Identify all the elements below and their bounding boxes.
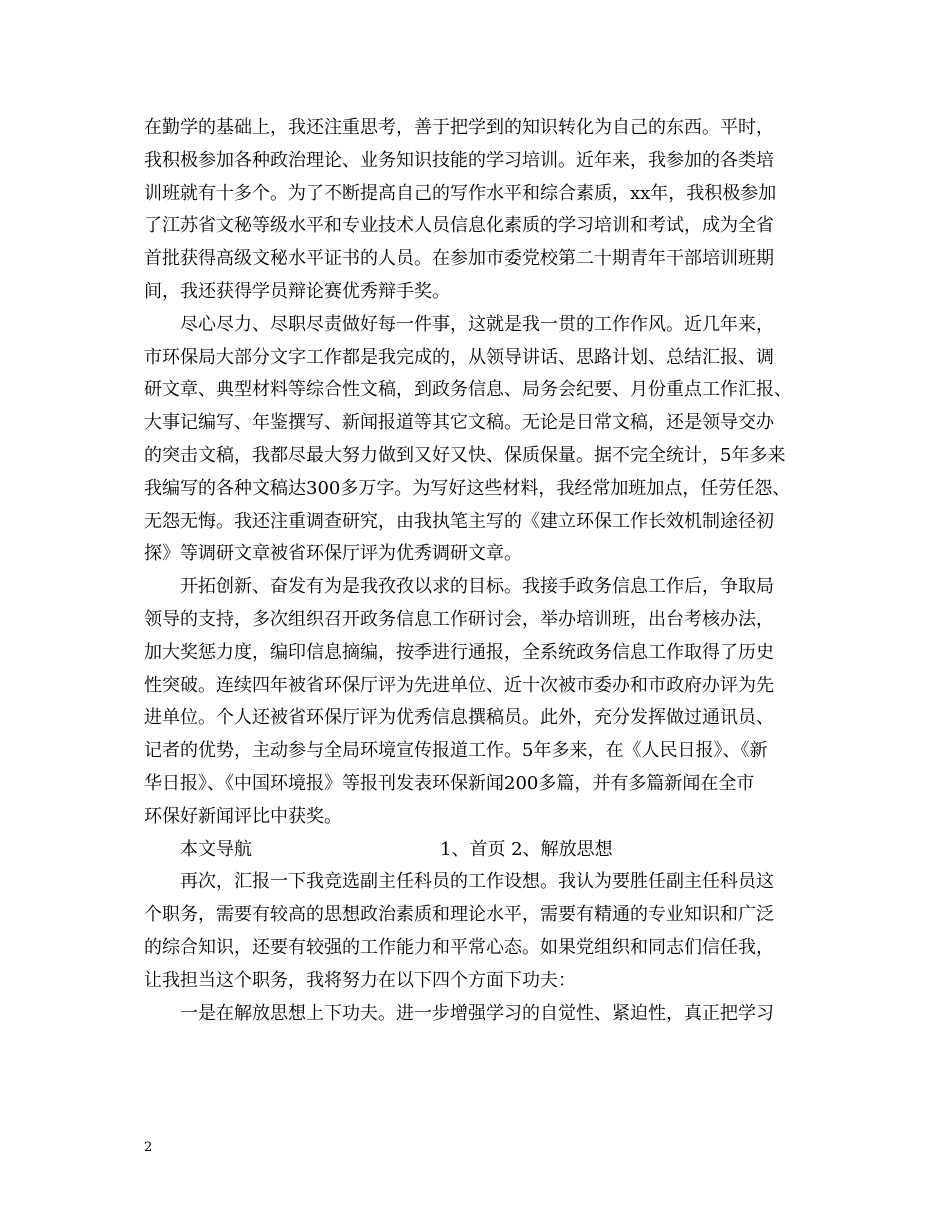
nav-page-links[interactable]: 1、首页 2、解放思想	[440, 838, 613, 860]
text-line: 首批获得高级文秘水平证书的人员。在参加市委党校第二十期青年干部培训班期	[144, 248, 774, 270]
text-line: 间，我还获得学员辩论赛优秀辩手奖。	[144, 280, 450, 302]
article-navigation	[144, 834, 824, 867]
text-line: 环保好新闻评比中获奖。	[144, 805, 342, 827]
text-line: 探》等调研文章被省环保厅评为优秀调研文章。	[144, 543, 522, 565]
paragraph-first-line: 一是在解放思想上下功夫。进一步增强学习的自觉性、紧迫性，真正把学习	[180, 1002, 774, 1024]
nav-label: 本文导航	[180, 838, 252, 860]
text-line: 无怨无悔。我还注重调查研究，由我执笔主写的《建立环保工作长效机制途径初	[144, 510, 774, 532]
paragraph-first-line: 再次，汇报一下我竞选副主任科员的工作设想。我认为要胜任副主任科员这	[180, 871, 774, 893]
text-line: 进单位。个人还被省环保厅评为优秀信息撰稿员。此外，充分发挥做过通讯员、	[144, 707, 774, 729]
text-line: 训班就有十多个。为了不断提高自己的写作水平和综合素质，xx年，我积极参加	[144, 182, 777, 204]
text-line: 的突击文稿，我都尽最大努力做到又好又快、保质保量。据不完全统计，5年多来	[144, 444, 786, 466]
text-line: 的综合知识，还要有较强的工作能力和平常心态。如果党组织和同志们信任我，	[144, 936, 774, 958]
text-line: 我编写的各种文稿达300多万字。为写好这些材料，我经常加班加点，任劳任怨、	[144, 477, 791, 499]
text-line: 华日报》、《中国环境报》等报刊发表环保新闻200多篇，并有多篇新闻在全市	[144, 772, 755, 794]
text-line: 领导的支持，多次组织召开政务信息工作研讨会，举办培训班，出台考核办法，	[144, 608, 774, 630]
text-line: 让我担当这个职务，我将努力在以下四个方面下功夫：	[144, 969, 576, 991]
text-line: 我积极参加各种政治理论、业务知识技能的学习培训。近年来，我参加的各类培	[144, 149, 774, 171]
text-line: 市环保局大部分文字工作都是我完成的，从领导讲话、思路计划、总结汇报、调	[144, 346, 774, 368]
page-number: 2	[144, 1140, 153, 1155]
text-line: 在勤学的基础上，我还注重思考，善于把学到的知识转化为自己的东西。平时，	[144, 117, 774, 138]
text-line: 性突破。连续四年被省环保厅评为先进单位、近十次被市委办和市政府办评为先	[144, 674, 774, 696]
text-line: 加大奖惩力度，编印信息摘编，按季进行通报，全系统政务信息工作取得了历史	[144, 641, 774, 663]
paragraph-first-line: 开拓创新、奋发有为是我孜孜以求的目标。我接手政务信息工作后，争取局	[180, 576, 774, 598]
paragraph-first-line: 尽心尽力、尽职尽责做好每一件事，这就是我一贯的工作作风。近几年来，	[180, 313, 774, 335]
text-line: 研文章、典型材料等综合性文稿，到政务信息、局务会纪要、月份重点工作汇报、	[144, 379, 792, 401]
text-line: 了江苏省文秘等级水平和专业技术人员信息化素质的学习培训和考试，成为全省	[144, 215, 774, 237]
document-body	[144, 112, 824, 1030]
text-line: 个职务，需要有较高的思想政治素质和理论水平，需要有精通的专业知识和广泛	[144, 904, 774, 926]
text-line: 大事记编写、年鉴撰写、新闻报道等其它文稿。无论是日常文稿，还是领导交办	[144, 412, 774, 434]
text-line: 记者的优势，主动参与全局环境宣传报道工作。5年多来，在《人民日报》、《新	[144, 740, 768, 762]
